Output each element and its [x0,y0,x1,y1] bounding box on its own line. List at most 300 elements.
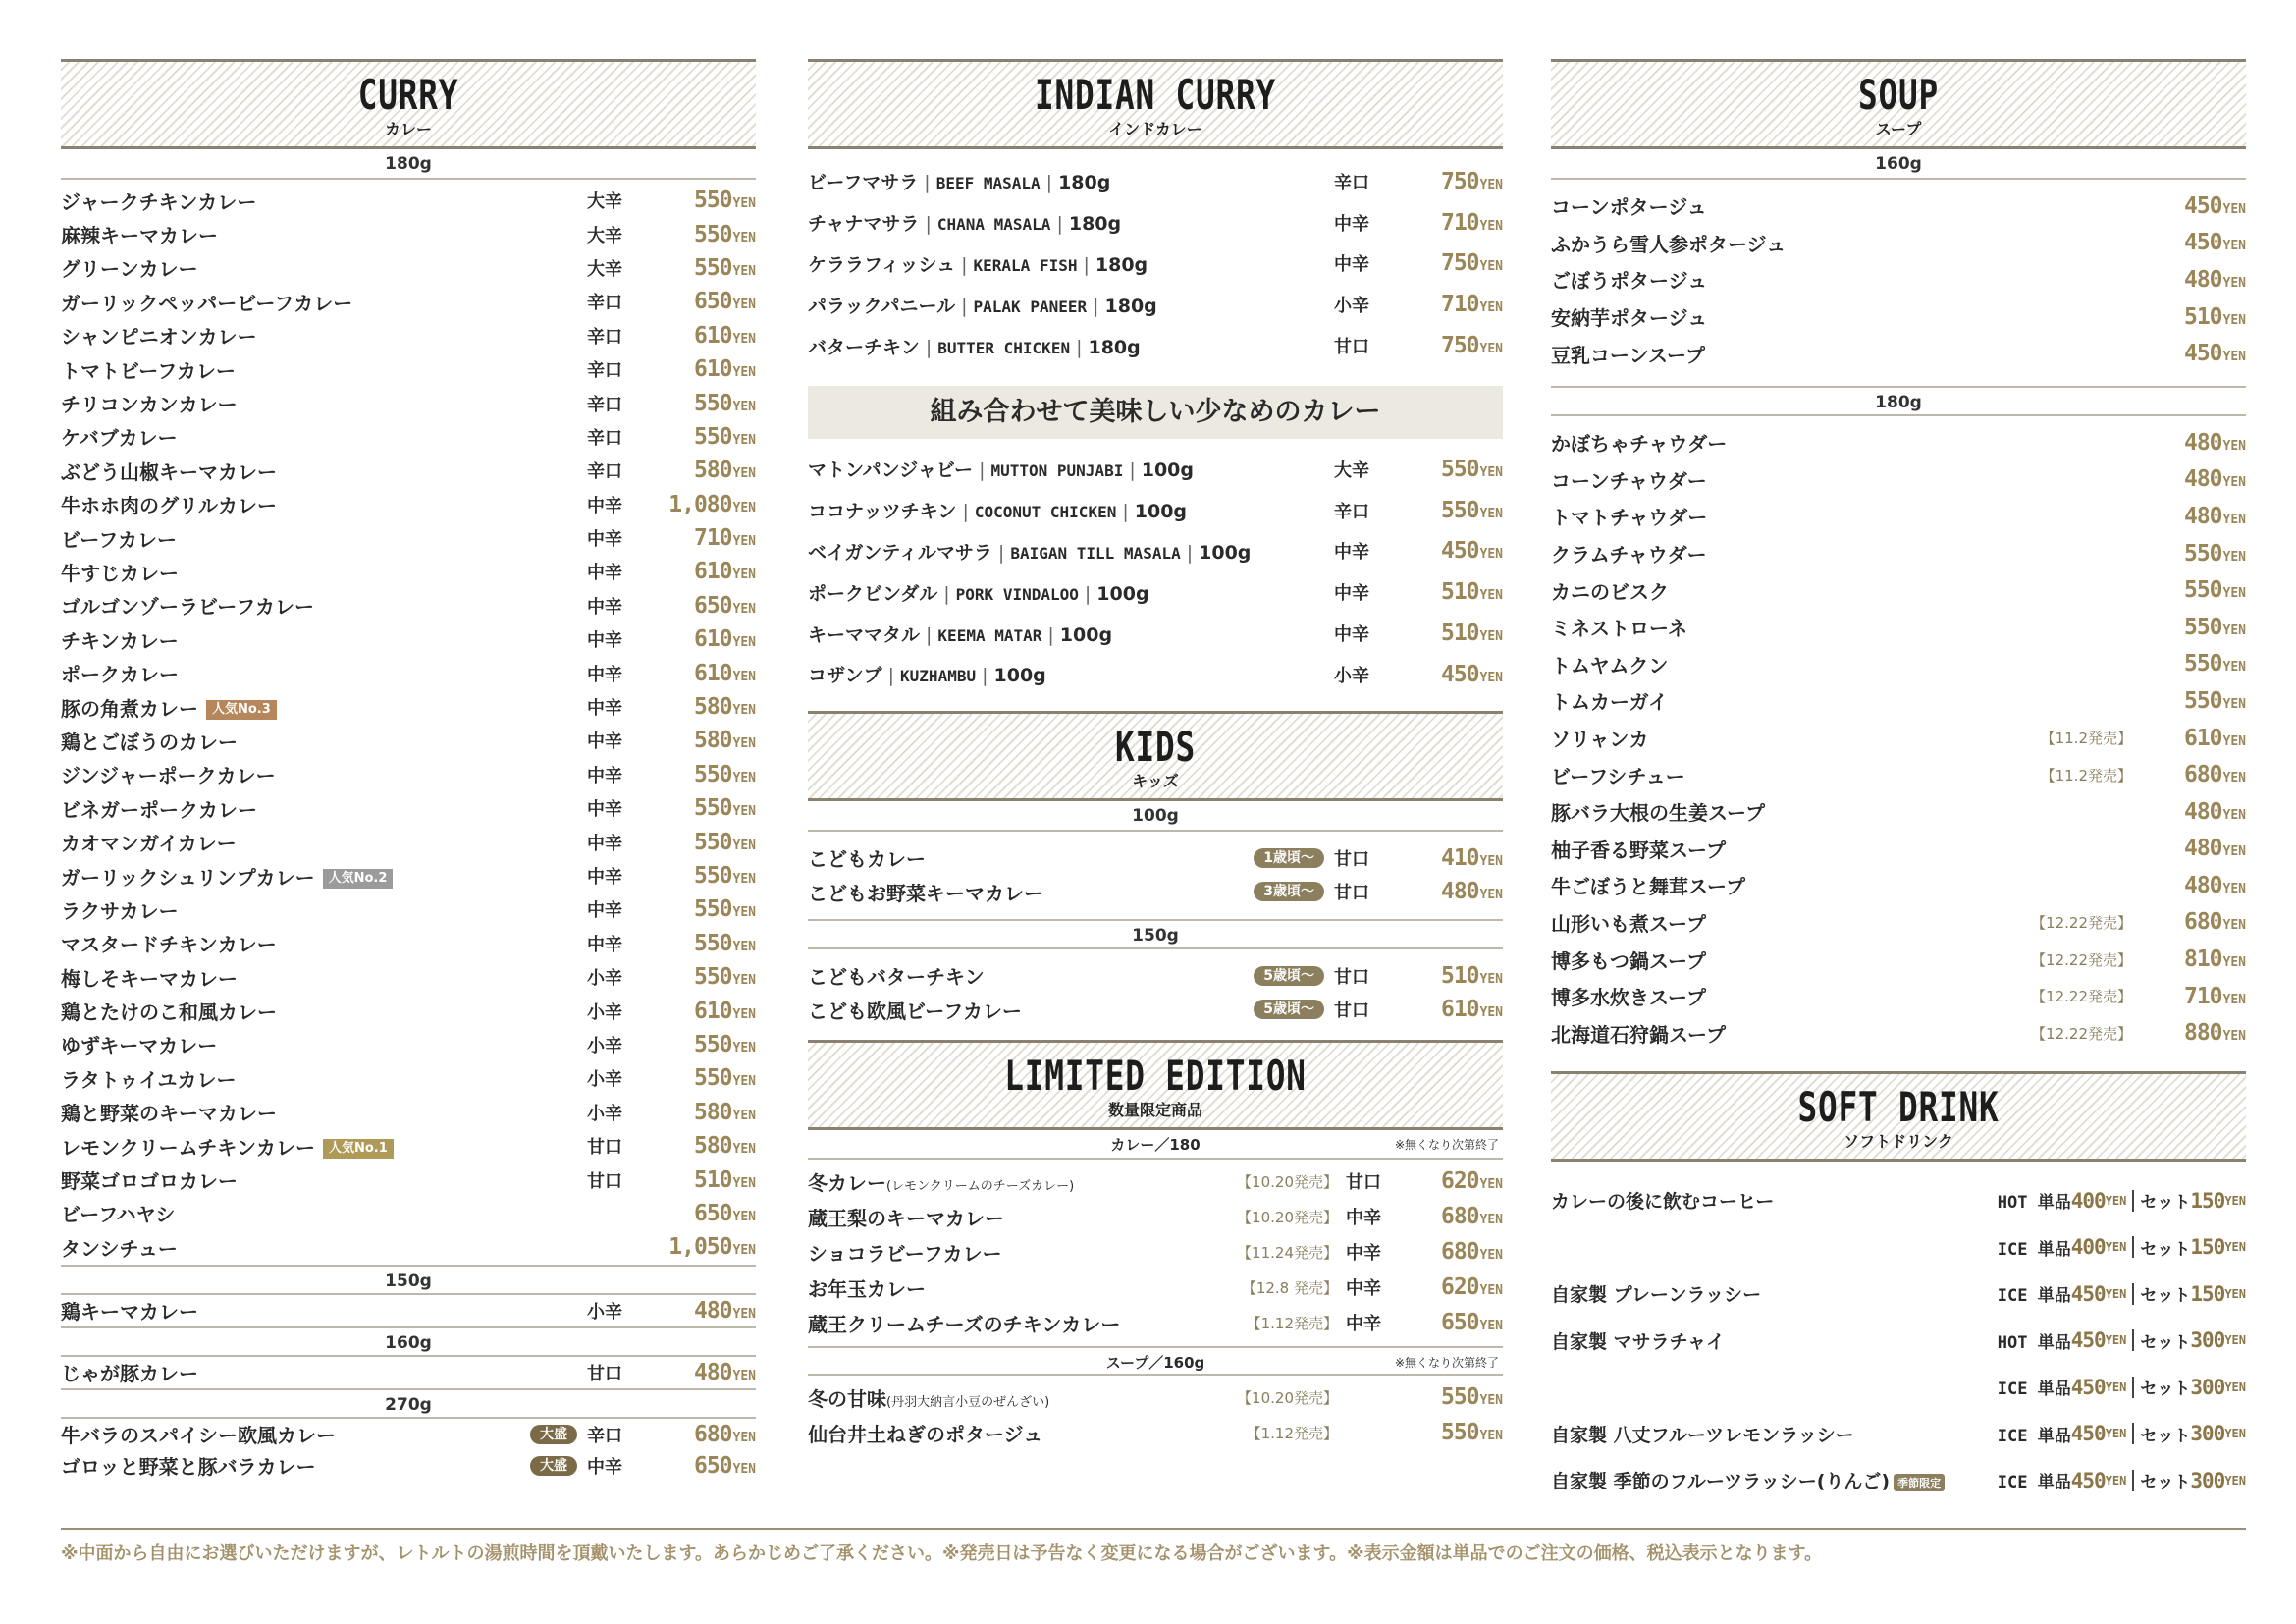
price-value: 610 [693,322,732,349]
item-price [1397,845,1503,871]
divider [2132,1377,2134,1398]
item-price [1397,1420,1503,1445]
drink-price [1998,1235,2246,1260]
item-name-jp: キーママタル [808,623,921,646]
spice-level: 甘口 [587,1363,622,1384]
size-label: 160g [1551,149,2246,180]
set-price: 150 [2190,1235,2225,1260]
item-price [2140,267,2246,293]
item-price [2140,341,2246,366]
item-price [1397,210,1503,236]
yen-unit: YEN [1479,1393,1503,1409]
item-name: レモンクリームチキンカレー 人気No.1 [61,1132,587,1161]
price-value: 610 [693,998,732,1024]
drink-subtitle: ソフトドリンク [1843,1132,1953,1152]
item-price [650,323,756,349]
spice-level: 中辛 [587,833,622,854]
item-weight: 100g [1199,541,1252,564]
yen-unit: YEN [732,939,756,954]
size-label: 150g [61,1265,756,1295]
price-value: 480 [2183,429,2222,456]
soup-item [1551,941,2246,978]
separator: | [887,665,895,687]
age-badge: 3歳頃〜 [1254,882,1324,901]
item-name: チリコンカンカレー [61,393,238,417]
price-value: 510 [1440,579,1479,606]
item-name [808,497,1334,523]
price-value: 480 [2183,503,2222,529]
item-name: お年玉カレー [808,1276,926,1301]
price-value: 480 [693,1359,732,1385]
item-name-en: COCONUT CHICKEN [974,503,1117,522]
menu-item [808,1305,1503,1340]
middle-column [808,59,1503,1450]
kids-groups [808,801,1503,1027]
indian-header [808,59,1503,149]
drink-name: 自家製 プレーンラッシー [1551,1284,1762,1307]
yen-unit: YEN [1479,1213,1503,1228]
price-value: 750 [1440,168,1479,194]
soup-item [1551,831,2246,868]
menu-item [808,841,1503,875]
soup-groups [1551,149,2246,1052]
separator: | [1083,253,1090,276]
item-price [2140,836,2246,861]
item-price [2140,577,2246,603]
item-price [2140,430,2246,456]
price-value: 710 [1440,209,1479,236]
item-price [1397,1384,1503,1410]
curry-section [61,59,756,1482]
item-name: ケバブカレー [61,426,178,451]
single-price: 450 [2070,1468,2106,1492]
indian-item [808,284,1503,325]
yen-unit: YEN [2224,1240,2246,1255]
spice-level: 中辛 [587,867,622,888]
price-value: 480 [2183,872,2222,898]
item-name: ラタトゥイユカレー [61,1067,237,1092]
yen-unit: YEN [1479,1248,1503,1264]
age-badge: 1歳頃〜 [1254,848,1324,868]
item-name-en: PORK VINDALOO [955,584,1079,604]
yen-unit: YEN [1479,1177,1503,1193]
price-value: 710 [1440,292,1479,318]
yen-unit: YEN [1479,300,1503,316]
release-date: 【1.12発売】 [1246,1314,1338,1332]
item-name: 山形いも煮スープ [1551,911,1706,936]
menu-item [808,993,1503,1026]
item-price [650,1453,756,1479]
item-name [808,538,1334,565]
yen-unit: YEN [1479,259,1503,275]
item-price [1397,169,1503,194]
item-price [650,762,756,787]
spice-level: 甘口 [587,1170,622,1192]
yen-unit: YEN [2105,1193,2127,1208]
item-price [2140,230,2246,255]
spice-level: 中辛 [1346,1278,1381,1300]
release-date: 【12.22発売】 [2031,913,2132,932]
item-price [650,661,756,686]
item-price [2140,909,2246,935]
item-price [650,492,756,517]
spice-level: 中辛 [587,563,622,584]
item-name: 仙台井土ねぎのポタージュ [808,1422,1043,1446]
soup-item [1551,609,2246,646]
spice-level: 中辛 [587,495,622,516]
item-name: 北海道石狩鍋スープ [1551,1022,1726,1047]
price-value: 550 [693,930,732,956]
spice-level: 辛口 [1334,501,1369,522]
yen-unit: YEN [2222,586,2246,602]
menu-item [61,1419,756,1450]
menu-item [808,1164,1503,1199]
item-price [1397,997,1503,1022]
set-price: 150 [2190,1188,2225,1213]
right-column [1551,59,2246,1504]
soup-item [1551,720,2246,757]
spice-level: 中辛 [587,630,622,652]
price-value: 480 [2183,466,2222,493]
menu-item [61,1028,756,1061]
yen-unit: YEN [1479,218,1503,234]
menu-item [61,960,756,994]
yen-unit: YEN [732,399,756,414]
price-value: 550 [693,795,732,822]
release-date: 【11.24発売】 [1237,1243,1338,1262]
price-value: 510 [2183,303,2222,330]
divider [2132,1283,2134,1305]
item-name: 蔵王クリームチーズのチキンカレー [808,1312,1121,1336]
drink-temp: ICE 単品 [1997,1286,2071,1307]
yen-unit: YEN [2224,1333,2246,1348]
item-name: ふかうら雪人参ポタージュ [1551,232,1787,256]
release-date: 【12.22発売】 [2031,1024,2132,1043]
item-name: 豆乳コーンスープ [1551,343,1705,367]
yen-unit: YEN [2222,660,2246,676]
curry-rows [61,1295,756,1326]
divider [2132,1236,2134,1258]
item-name: こどもバターチキン [808,965,985,990]
yen-unit: YEN [732,466,756,482]
menu-item [61,420,756,454]
menu-item [61,859,756,893]
item-name: ゴロッと野菜と豚バラカレー [61,1455,316,1479]
menu-item [61,1197,756,1230]
yen-unit: YEN [732,736,756,752]
separator: | [1047,623,1054,646]
separator: | [1084,582,1092,605]
drink-price [1998,1375,2246,1399]
item-name: 冬の甘味(丹羽大納言小豆のぜんざい) [808,1386,1050,1411]
price-value: 450 [2183,341,2222,367]
price-value: 550 [693,1031,732,1057]
item-price [2140,304,2246,330]
curry-rows [61,1357,756,1388]
price-value: 680 [2183,762,2222,788]
item-weight: 180g [1068,213,1122,236]
yen-unit: YEN [2222,771,2246,786]
soup-item [1551,461,2246,499]
indian-title: INDIAN CURRY [1034,71,1277,119]
limited-note: ※無くなり次第終了 [1394,1138,1499,1153]
menu-item [61,656,756,689]
item-price [650,222,756,247]
spice-level: 大辛 [587,191,622,213]
price-value: 410 [1440,844,1479,871]
item-price [1397,538,1503,564]
separator: | [961,253,968,276]
menu-item [61,1129,756,1163]
item-price [650,1422,756,1447]
set-price: 300 [2190,1328,2225,1353]
spice-level: 小辛 [587,968,622,990]
set-label: セット [2140,1193,2191,1214]
price-value: 550 [1440,1384,1479,1411]
menu-item [61,217,756,250]
item-name [808,292,1334,318]
price-value: 550 [693,896,732,923]
menu-item [61,589,756,623]
size-label: 150g [808,919,1503,949]
price-value: 550 [693,221,732,247]
item-weight: 180g [1058,172,1111,194]
item-price [650,896,756,922]
item-price [650,1065,756,1091]
separator: | [924,172,931,194]
separator: | [1122,501,1129,523]
yen-unit: YEN [732,804,756,820]
spice-level: 甘口 [1334,966,1369,988]
menu-item [808,1415,1503,1450]
yen-unit: YEN [732,1209,756,1224]
limited-title: LIMITED EDITION [1004,1052,1307,1101]
item-price [650,964,756,990]
yen-unit: YEN [2222,918,2246,934]
yen-unit: YEN [2222,438,2246,454]
soup-rows [1551,424,2246,1052]
price-value: 480 [693,1297,732,1324]
yen-unit: YEN [1479,464,1503,480]
yen-unit: YEN [732,331,756,347]
spice-level: 大辛 [587,258,622,280]
price-value: 620 [1440,1274,1479,1301]
item-name: 梅しそキーマカレー [61,966,238,991]
price-value: 580 [693,728,732,754]
yen-unit: YEN [2222,350,2246,365]
item-name: カオマンガイカレー [61,832,237,856]
item-price [2140,984,2246,1009]
set-price: 300 [2190,1468,2225,1492]
item-name: 豚バラ大根の生姜スープ [1551,801,1765,826]
price-value: 750 [1440,250,1479,277]
yen-unit: YEN [732,973,756,989]
drink-item [1551,1177,2246,1224]
item-name-jp: パラックパニール [808,295,956,317]
item-name: こども欧風ビーフカレー [808,999,1022,1023]
yen-unit: YEN [732,230,756,245]
item-name: グリーンカレー [61,257,198,282]
soup-item [1551,535,2246,572]
item-price [1397,963,1503,989]
popularity-badge: 人気No.1 [323,1139,394,1159]
spice-level: 甘口 [1334,883,1369,904]
spice-level: 中辛 [587,664,622,685]
item-name: タンシチュー [61,1236,178,1261]
menu-item [61,319,756,352]
item-price [650,424,756,450]
drink-temp: ICE 単品 [1997,1426,2071,1446]
spice-level: 中辛 [587,765,622,786]
menu-item [61,1163,756,1196]
item-price [650,458,756,483]
yen-unit: YEN [2224,1427,2246,1441]
soup-item [1551,867,2246,904]
price-value: 810 [2183,947,2222,973]
soup-item [1551,1014,2246,1052]
divider [2132,1190,2134,1212]
spice-level: 辛口 [587,293,622,314]
spice-level: 大辛 [1334,460,1369,481]
price-value: 550 [1440,456,1479,482]
indian-subtitle: インドカレー [1108,120,1202,138]
divider [2132,1423,2134,1444]
soup-item [1551,298,2246,336]
menu-item [61,724,756,757]
spice-level: 中辛 [587,529,622,551]
price-value: 450 [1440,538,1479,565]
item-name: ラクサカレー [61,898,179,923]
item-name [808,168,1334,194]
yen-unit: YEN [1479,1429,1503,1444]
spice-level: 辛口 [587,1425,622,1446]
yen-unit: YEN [2105,1333,2127,1348]
spice-level: 中辛 [1334,624,1369,646]
menu-item [61,454,756,487]
item-name: ビーフハヤシ [61,1203,176,1227]
menu-item [61,690,756,724]
item-note: (丹羽大納言小豆のぜんざい) [886,1394,1050,1410]
item-name: ポークカレー [61,663,179,687]
separator: | [1045,172,1053,194]
yen-unit: YEN [732,1108,756,1123]
item-name [808,661,1334,687]
limited-soup-size: スープ／160g [1105,1354,1205,1373]
set-label: セット [2140,1286,2191,1307]
drink-price [1998,1328,2246,1353]
item-weight: 180g [1088,336,1141,358]
drink-temp: HOT 単品 [1997,1332,2071,1353]
item-name: ソリャンカ [1551,728,1649,752]
spice-level: 中辛 [1346,1243,1381,1265]
price-value: 550 [693,254,732,281]
soup-item [1551,188,2246,225]
item-name: コーンポタージュ [1551,195,1707,220]
yen-unit: YEN [732,1368,756,1383]
item-name [808,250,1334,277]
indian-small-list [808,449,1503,695]
set-price: 300 [2190,1375,2225,1399]
item-price [2140,504,2246,529]
separator: | [943,582,950,605]
price-value: 680 [693,1421,732,1447]
price-value: 550 [2183,651,2222,677]
release-date: 【11.2発売】 [2040,730,2132,748]
soup-item [1551,904,2246,942]
item-weight: 100g [1141,460,1194,482]
seasonal-badge: 季節限定 [1894,1474,1945,1491]
item-price [650,559,756,584]
single-price: 450 [2070,1328,2106,1353]
item-name-en: KUZHAMBU [900,667,977,686]
yen-unit: YEN [732,1074,756,1090]
release-date: 【12.22発売】 [2031,988,2132,1006]
indian-item [808,531,1503,572]
item-price [2140,651,2246,677]
item-price [1397,1310,1503,1335]
menu-item [61,1357,756,1388]
menu-item [61,285,756,318]
item-name: 牛ごぼうと舞茸スープ [1551,875,1745,899]
large-size-badge: 大盛 [530,1425,577,1444]
price-value: 550 [693,188,732,214]
indian-item [808,244,1503,285]
popularity-badge: 人気No.3 [206,700,277,720]
spice-level: 小辛 [587,1103,622,1124]
menu-item [61,791,756,825]
age-badge: 5歳頃〜 [1254,1000,1324,1019]
curry-subtitle: カレー [384,120,432,138]
item-price [650,1298,756,1324]
item-name-jp: ココナッツチキン [808,501,957,523]
item-name: ぶどう山椒キーマカレー [61,460,277,484]
item-price [2140,615,2246,640]
menu-item [61,1295,756,1326]
price-value: 610 [1440,997,1479,1023]
item-price [1397,250,1503,276]
item-price [2140,1020,2246,1046]
yen-unit: YEN [732,365,756,381]
separator: | [1186,541,1194,564]
item-name-jp: チャナマサラ [808,213,920,236]
item-price [2140,726,2246,751]
drink-price [1998,1422,2246,1446]
price-value: 550 [2183,687,2222,714]
popularity-badge: 人気No.2 [323,869,394,889]
price-value: 510 [693,1166,732,1193]
item-name: 牛ホホ肉のグリルカレー [61,494,277,518]
price-value: 480 [2183,836,2222,862]
soup-item [1551,571,2246,609]
drink-price [1998,1468,2246,1492]
yen-unit: YEN [1479,177,1503,192]
release-date: 【10.20発売】 [1237,1208,1338,1226]
yen-unit: YEN [2105,1427,2127,1441]
spice-level: 小辛 [587,1069,622,1091]
item-price [2140,541,2246,567]
drink-name: カレーの後に飲むコーヒー [1551,1191,1775,1214]
price-value: 450 [2183,230,2222,256]
item-price [1397,457,1503,482]
item-name: 蔵王梨のキーマカレー [808,1206,1004,1230]
drink-temp: HOT 単品 [1997,1193,2071,1214]
yen-unit: YEN [2224,1473,2246,1488]
spice-level: 中辛 [587,1456,622,1478]
kids-subtitle: キッズ [1132,771,1179,790]
item-name: ミネストローネ [1551,617,1687,641]
price-value: 680 [2183,909,2222,936]
spice-level: 中辛 [1334,254,1369,276]
